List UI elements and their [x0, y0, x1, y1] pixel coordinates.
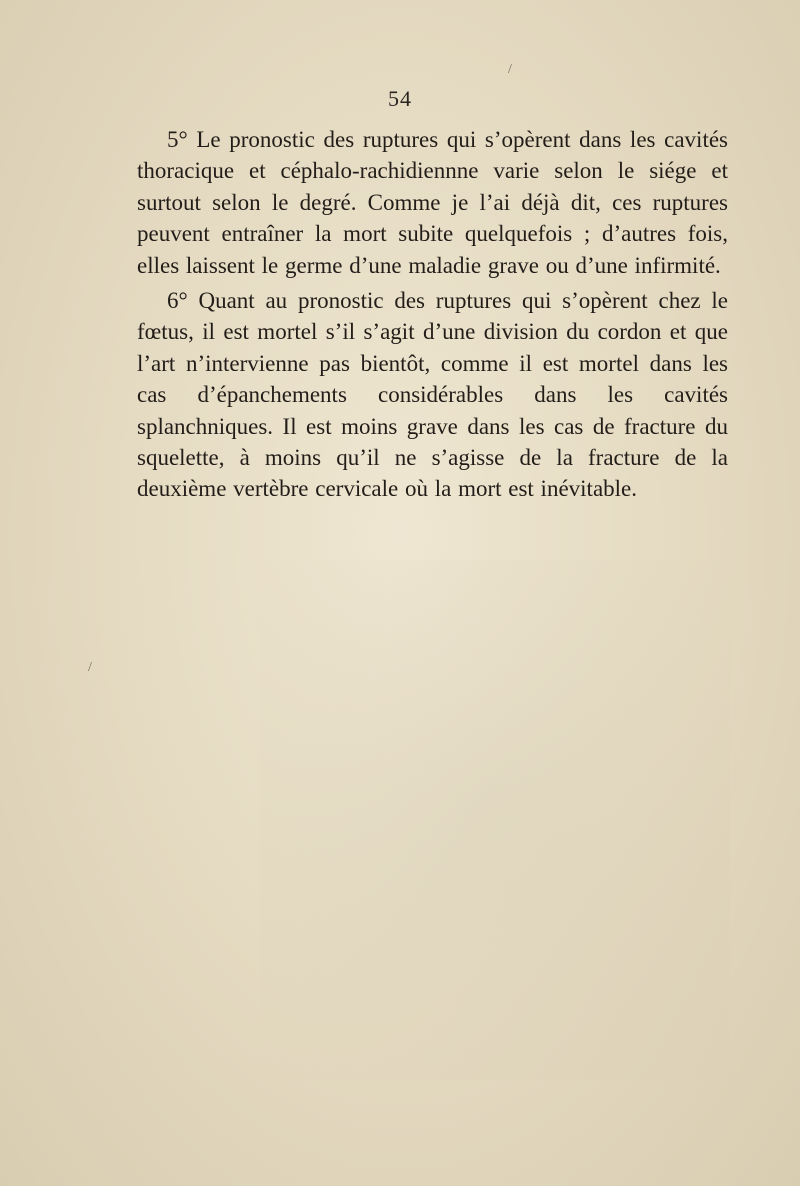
show-through-shadow [260, 560, 730, 1080]
page-number: 54 [388, 86, 412, 111]
stray-mark: / [88, 660, 92, 675]
paragraph-6: 6° Quant au pronostic des ruptures qui s’opèrent chez le fœtus, il est mortel s’il s’agit d’une division du cordon et que l’art n’intervienne pas bientôt, comme il est mortel dans les cas d’épanchements considérables dans les cavités splanchniques. Il est moins grave dans les cas de fracture du squelette, à moins qu’il ne s’agisse de la fracture de la deuxième vertèbre cervicale où la mort est inévitable. [137, 288, 728, 502]
stray-mark: / [508, 62, 512, 77]
paragraph-5: 5° Le pronostic des ruptures qui s’opèrent dans les cavités thoracique et céphalo-rachidiennne varie selon le siége et surtout selon le degré. Comme je l’ai déjà dit, ces ruptures peuvent entraîner la mort subite quelquefois ; d’autres fois, elles laissent le germe d’une maladie grave ou d’une infirmité. [137, 127, 728, 278]
body-text [137, 124, 728, 509]
